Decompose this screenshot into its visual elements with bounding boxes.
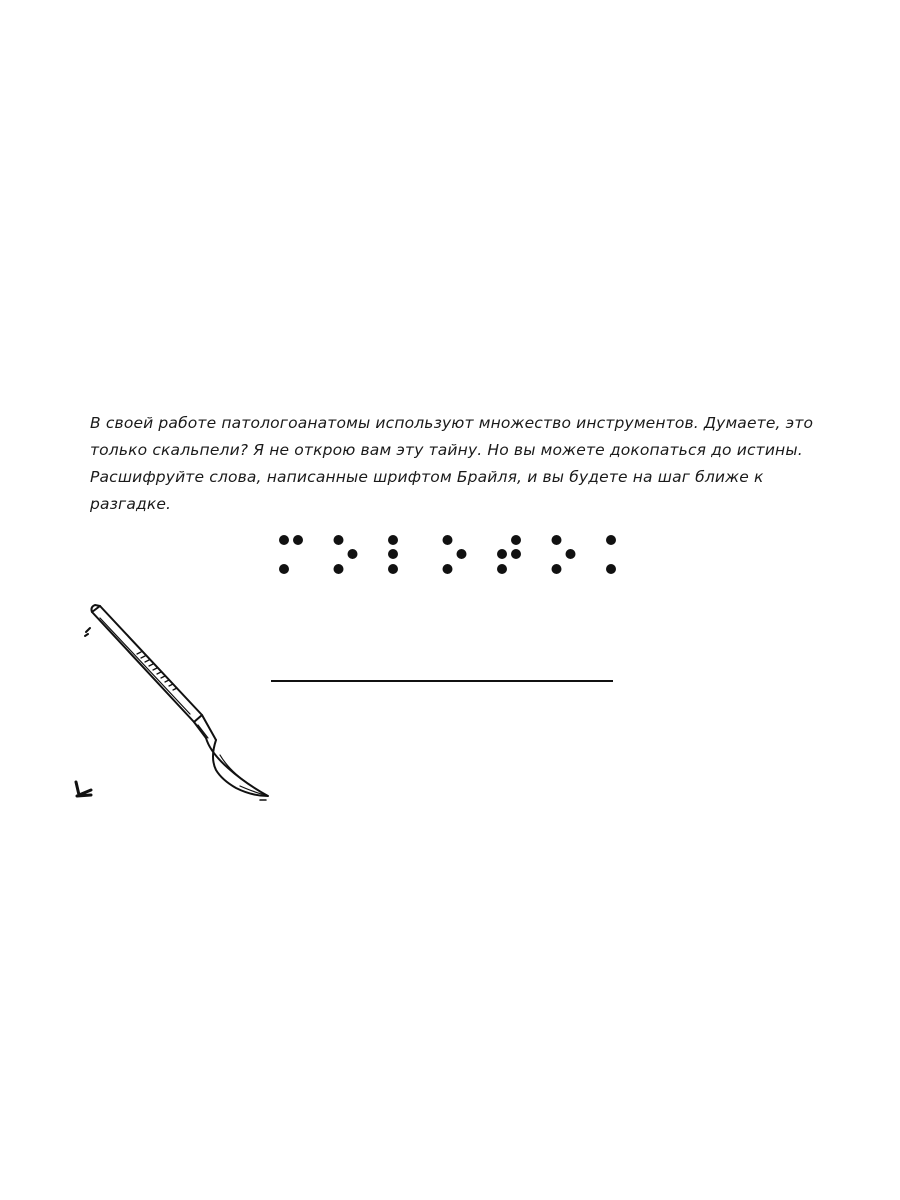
braille-dot [388,564,398,574]
braille-dot [552,564,562,574]
braille-dot [348,549,358,559]
braille-cell [334,535,358,574]
instruction-text: В своей работе патологоанатомы используют множество инструментов. Думаете, это только скальпели? Я не открою вам эту тайну. Но вы можете докопаться до истины. Расшифруйте слова, написанные шрифтом Брайля, и вы будете на шаг ближе к разгадке. [90,413,814,513]
braille-dot [443,564,453,574]
braille-dot [334,564,344,574]
braille-dot [606,564,616,574]
braille-dot [293,535,303,545]
braille-dot [552,535,562,545]
braille-dot [511,535,521,545]
answer-line[interactable] [271,680,613,682]
scalpel-icon [60,590,290,820]
braille-dot [497,549,507,559]
braille-cell [279,535,303,574]
braille-dot [497,564,507,574]
braille-dot [388,535,398,545]
braille-cell [443,535,467,574]
braille-dot [279,535,289,545]
braille-dot [606,535,616,545]
braille-cell [606,535,616,574]
braille-dot [566,549,576,559]
braille-dot [334,535,344,545]
braille-cell [388,535,398,574]
braille-dot [443,535,453,545]
braille-dot [457,549,467,559]
braille-dot [279,564,289,574]
braille-dot [388,549,398,559]
braille-cell [497,535,521,574]
braille-dot [511,549,521,559]
braille-cell [552,535,576,574]
